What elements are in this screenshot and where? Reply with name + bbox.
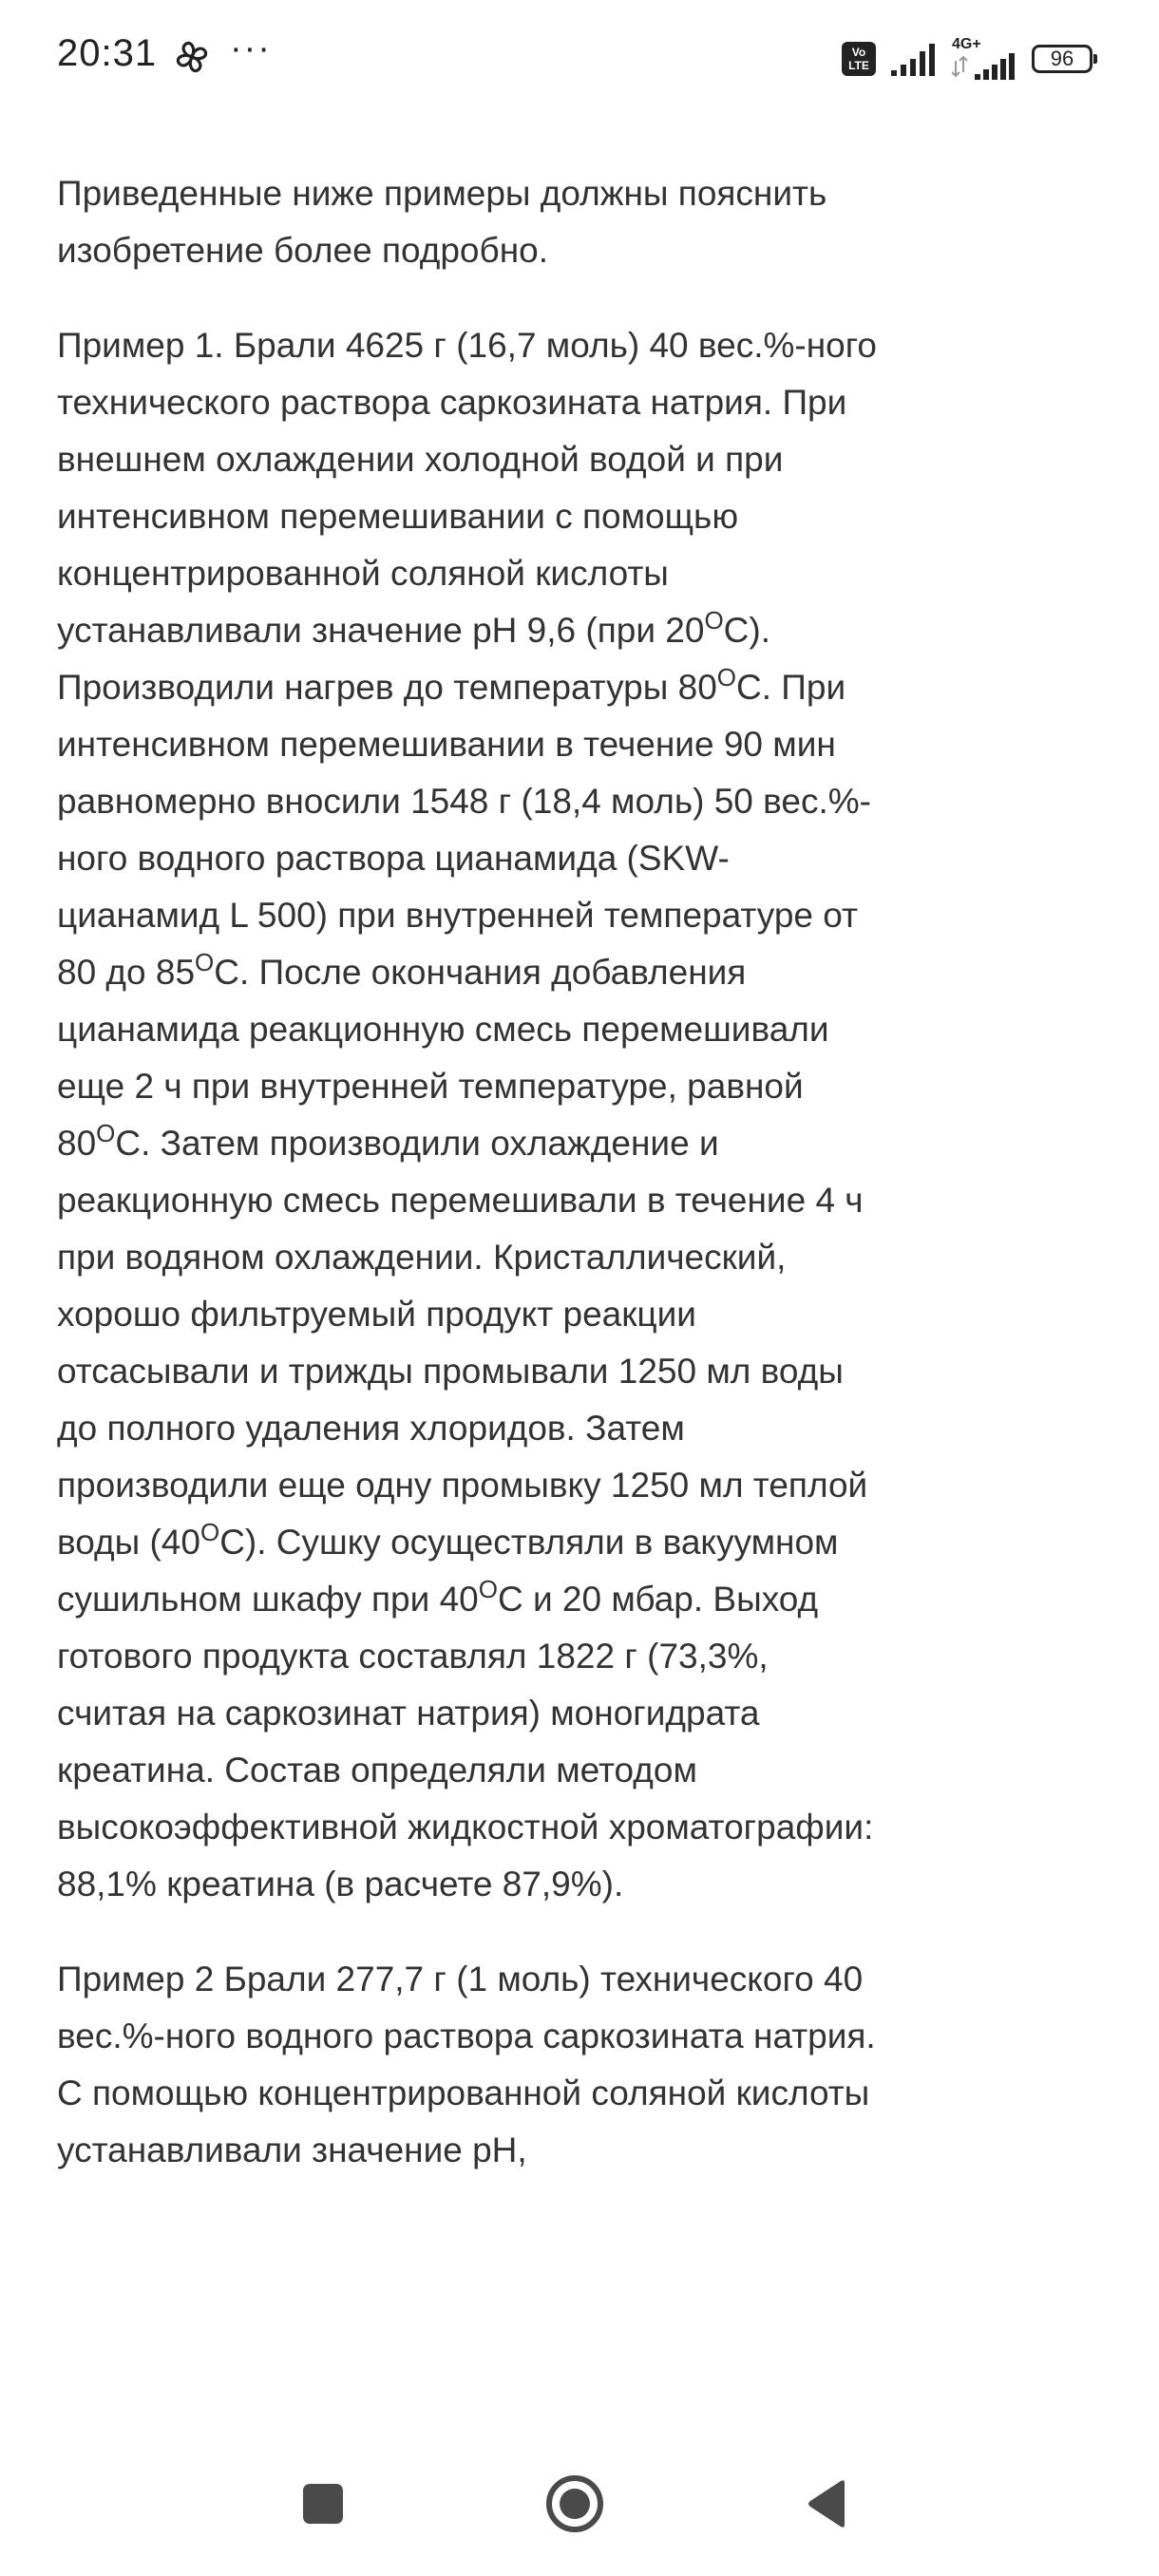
recents-button[interactable] xyxy=(266,2432,380,2576)
recents-square-icon xyxy=(303,2484,343,2524)
signal-4g-icon xyxy=(952,38,1018,80)
navigation-bar xyxy=(0,2432,1159,2576)
status-right-group xyxy=(842,38,1092,80)
network-type-label: 4G+ xyxy=(952,36,981,52)
paragraph-example-2: Пример 2 Брали 277,7 г (1 моль) технического 40 вес.%-ного водного раствора саркозината натрия. С помощью концентрированной соляной кислоты устанавливали значение pH, xyxy=(57,1960,876,2169)
example-1-text-4: C. После окончания добавления цианамида реакционную смесь перемешивали еще 2 ч при внутренней температуре, равной 80 xyxy=(57,953,829,1163)
example-1-text-7: C и 20 мбар. Выход готового продукта составлял 1822 г (73,3%, считая на саркозинат натрия) моногидрата креатина. Состав определяли методом высокоэффективной жидкостной хроматографии: 88,1% креатина (в расчете 87,9%). xyxy=(57,1580,874,1904)
degree-sign: O xyxy=(96,1119,116,1147)
article-text xyxy=(57,70,884,2217)
signal-icon xyxy=(889,40,939,78)
degree-sign: O xyxy=(195,948,215,976)
home-button[interactable] xyxy=(518,2432,632,2576)
degree-sign: O xyxy=(200,1518,220,1546)
home-circle-icon xyxy=(544,2473,605,2534)
degree-sign: O xyxy=(716,663,737,691)
example-1-text-6: C). Сушку осуществляли в вакуумном сушильном шкафу при 40 xyxy=(57,1523,839,1619)
example-1-text-5: C. Затем производили охлаждение и реакционную смесь перемешивали в течение 4 ч при водяном охлаждении. Кристаллический, хорошо фильтруемый продукт реакции отсасывали и трижды промывали 1250 мл воды до полного удаления хлоридов. Затем производили еще одну промывку 1250 мл теплой воды (40 xyxy=(57,1124,868,1562)
more-notifications-icon: ··· xyxy=(230,28,272,68)
battery-icon xyxy=(1032,45,1092,73)
battery-level: 96 xyxy=(1050,47,1074,70)
paragraph-examples-intro: Приведенные ниже примеры должны пояснить изобретение более подробно. xyxy=(57,174,827,270)
paragraph-example-1 xyxy=(57,317,884,1913)
volte-icon: Vo LTE xyxy=(842,42,876,76)
degree-sign: O xyxy=(704,606,724,635)
back-button[interactable] xyxy=(770,2432,884,2576)
example-1-text-3: C. При интенсивном перемешивании в течение 90 мин равномерно вносили 1548 г (18,4 моль) 50 вес.%-ного водного раствора цианамида (SKW-цианамид L 500) при внутренней температуре от 80 до 85 xyxy=(57,668,871,992)
example-1-text-1: Пример 1. Брали 4625 г (16,7 моль) 40 вес.%-ного технического раствора саркозината натрия. При внешнем охлаждении холодной водой и при интенсивном перемешивании с помощью концентрированной соляной кислоты устанавливали значение pH 9,6 (при 20 xyxy=(57,326,877,650)
fan-icon xyxy=(173,38,211,76)
example-1-text-2: C). Производили нагрев до температуры 80 xyxy=(57,611,770,707)
status-time: 20:31 xyxy=(57,32,158,74)
degree-sign: O xyxy=(478,1575,498,1603)
status-bar xyxy=(0,0,1159,114)
back-triangle-icon xyxy=(803,2477,850,2530)
